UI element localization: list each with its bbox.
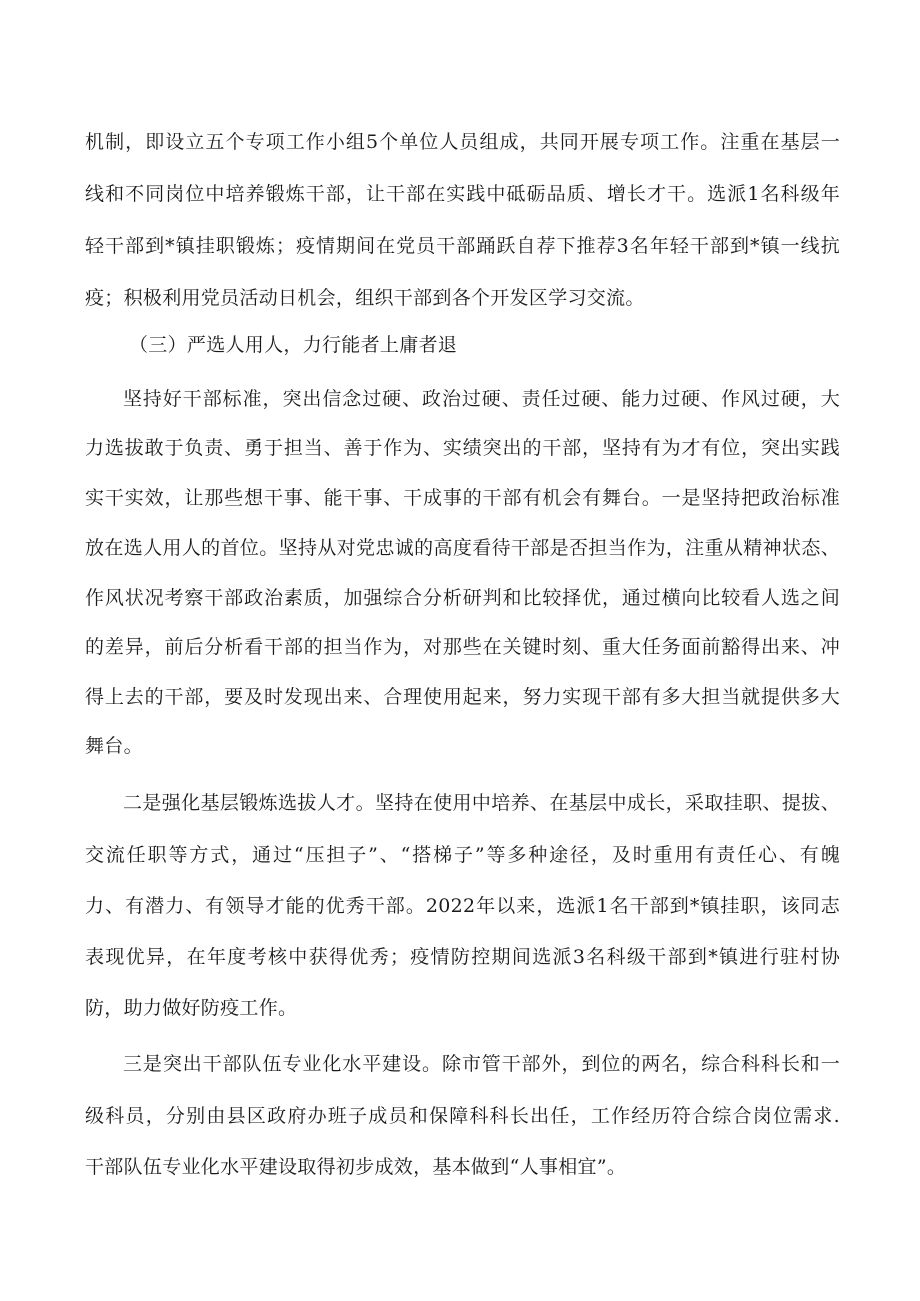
paragraph-line: 实干实效，让那些想干事、能干事、干成事的干部有机会有舞台。一是坚持把政治标准 [85,487,840,509]
paragraph-line: 三是突出干部队伍专业化水平建设。除市管干部外，到位的两名，综合科科长和一 [123,1053,840,1075]
paragraph-line: 力选拔敢于负责、勇于担当、善于作为、实绩突出的干部，坚持有为才有位，突出实践 [85,437,840,459]
paragraph-line: 表现优异，在年度考核中获得优秀；疫情防控期间选派3名科级干部到*镇进行驻村协 [85,946,840,968]
paragraph-line: 干部队伍专业化水平建设取得初步成效，基本做到“人事相宜”。 [85,1156,627,1178]
paragraph-line: 二是强化基层锻炼选拔人才。坚持在使用中培养、在基层中成长，采取挂职、提拔、 [123,792,840,814]
paragraph-line: 舞台。 [85,735,143,757]
paragraph-line: 得上去的干部，要及时发现出来、合理使用起来，努力实现干部有多大担当就提供多大 [85,686,840,708]
paragraph-line: 放在选人用人的首位。坚持从对党忠诚的高度看待干部是否担当作为，注重从精神状态、 [85,537,840,559]
paragraph-line: 作风状况考察干部政治素质，加强综合分析研判和比较择优，通过横向比较看人选之间 [85,587,840,609]
paragraph-line: 级科员，分别由县区政府办班子成员和保障科科长出任，工作经历符合综合岗位需求. [85,1105,840,1127]
paragraph-line: 轻干部到*镇挂职锻炼；疫情期间在党员干部踊跃自荐下推荐3名年轻干部到*镇一线抗 [85,235,840,257]
paragraph-line: 疫；积极利用党员活动日机会，组织干部到各个开发区学习交流。 [85,287,645,309]
paragraph-line: 防，助力做好防疫工作。 [85,997,298,1019]
paragraph-line: 坚持好干部标准，突出信念过硬、政治过硬、责任过硬、能力过硬、作风过硬，大 [123,388,840,410]
section-heading: （三）严选人用人，力行能者上庸者退 [129,334,458,356]
paragraph-line: 的差异，前后分析看干部的担当作为，对那些在关键时刻、重大任务面前豁得出来、冲 [85,636,840,658]
paragraph-line: 交流任职等方式，通过“压担子”、“搭梯子”等多种途径，及时重用有责任心、有魄 [85,844,840,866]
paragraph-line: 力、有潜力、有领导才能的优秀干部。2022年以来，选派1名干部到*镇挂职，该同志 [85,895,840,917]
paragraph-line: 机制，即设立五个专项工作小组5个单位人员组成，共同开展专项工作。注重在基层一 [85,131,840,153]
paragraph-line: 线和不同岗位中培养锻炼干部，让干部在实践中砥砺品质、增长才干。选派1名科级年 [85,183,840,205]
